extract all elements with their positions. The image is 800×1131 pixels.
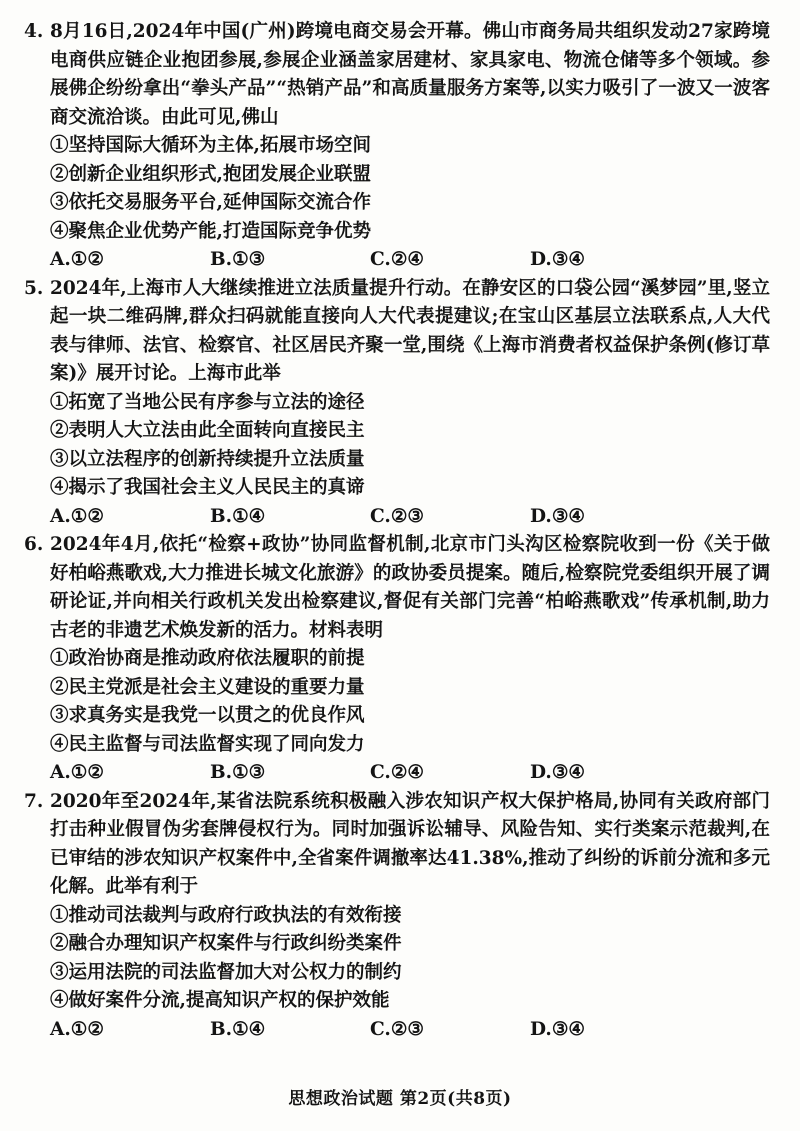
statement-3: ③以立法程序的创新持续提升立法质量 [50,448,365,470]
statement-2: ②创新企业组织形式,抱团发展企业联盟 [50,163,371,185]
choice-b: B.①④ [210,505,266,527]
question-number: 6. [24,534,44,555]
choice-a: A.①② [50,1018,104,1040]
answer-choices [24,759,770,788]
question-stem [24,275,770,389]
choice-d: D.③④ [530,1018,585,1040]
statement-3: ③求真务实是我党一以贯之的优良作风 [50,705,365,726]
question-text: 8月16日,2024年中国(广州)跨境电商交易会开幕。佛山市商务局共组织发动27家跨境电商供应链企业抱团参展,参展企业涵盖家居建材、家具家电、物流仓储等多个领域。参展佛企纷纷拿出“拳头产品”“热销产品”和高质量服务方案等,以实力吸引了一波又一波客商交流洽谈。由此可见,佛山 [50,21,770,128]
answer-choices [24,503,770,532]
choice-b: B.①③ [210,762,266,783]
statement-1: ①政治协商是推动政府依法履职的前提 [50,648,365,669]
statement-4: ④揭示了我国社会主义人民民主的真谛 [50,477,365,498]
statement-1: ①拓宽了当地公民有序参与立法的途径 [50,391,365,413]
question-5 [24,275,770,532]
choice-b: B.①③ [210,249,266,270]
choice-d: D.③④ [530,505,585,527]
choice-c: C.②④ [370,762,425,783]
answer-choices [24,1016,770,1045]
statement-3: ③运用法院的司法监督加大对公权力的制约 [50,961,402,983]
question-number: 4. [24,21,44,42]
choice-c: C.②③ [370,505,425,527]
choice-d: D.③④ [530,249,585,270]
question-stem [24,531,770,645]
choice-a: A.①② [50,505,104,527]
question-7 [24,788,770,1045]
statement-3: ③依托交易服务平台,延伸国际交流合作 [50,192,371,213]
question-number: 7. [24,790,44,812]
question-text: 2024年,上海市人大继续推进立法质量提升行动。在静安区的口袋公园“溪梦园”里,竖立起一块二维码牌,群众扫码就能直接向人大代表提建议;在宝山区基层立法联系点,人大代表与律师、法官、检察官、社区居民齐聚一堂,围绕《上海市消费者权益保护条例(修订草案)》展开讨论。上海市此举 [50,277,770,384]
question-text: 2020年至2024年,某省法院系统积极融入涉农知识产权大保护格局,协同有关政府部门打击种业假冒伪劣套牌侵权行为。同时加强诉讼辅导、风险告知、实行类案示范裁判,在已审结的涉农知识产权案件中,全省案件调撤率达41.38%,推动了纠纷的诉前分流和多元化解。此举有利于 [50,790,770,897]
question-4 [24,18,770,275]
choice-c: C.②④ [370,249,425,270]
question-stem [24,18,770,132]
statement-1: ①坚持国际大循环为主体,拓展市场空间 [50,135,371,156]
statement-2: ②民主党派是社会主义建设的重要力量 [50,676,365,698]
statement-4: ④聚焦企业优势产能,打造国际竞争优势 [50,220,371,242]
answer-choices [24,246,770,275]
question-number: 5. [24,277,44,299]
question-6 [24,531,770,788]
choice-b: B.①④ [210,1018,266,1040]
choice-d: D.③④ [530,762,585,783]
choice-a: A.①② [50,762,104,783]
choice-c: C.②③ [370,1018,425,1040]
page-footer: 思想政治试题 第2页(共8页) [288,1089,512,1109]
choice-a: A.①② [50,249,104,270]
statement-1: ①推动司法裁判与政府行政执法的有效衔接 [50,904,402,926]
statement-2: ②融合办理知识产权案件与行政纠纷类案件 [50,933,402,954]
statement-2: ②表明人大立法由此全面转向直接民主 [50,420,365,441]
question-stem [24,788,770,902]
question-text: 2024年4月,依托“检察+政协”协同监督机制,北京市门头沟区检察院收到一份《关于做好柏峪燕歌戏,大力推进长城文化旅游》的政协委员提案。随后,检察院党委组织开展了调研论证,并向相关行政机关发出检察建议,督促有关部门完善“柏峪燕歌戏”传承机制,助力古老的非遗艺术焕发新的活力。材料表明 [50,534,770,641]
statement-4: ④民主监督与司法监督实现了同向发力 [50,733,365,755]
statement-4: ④做好案件分流,提高知识产权的保护效能 [50,990,390,1011]
